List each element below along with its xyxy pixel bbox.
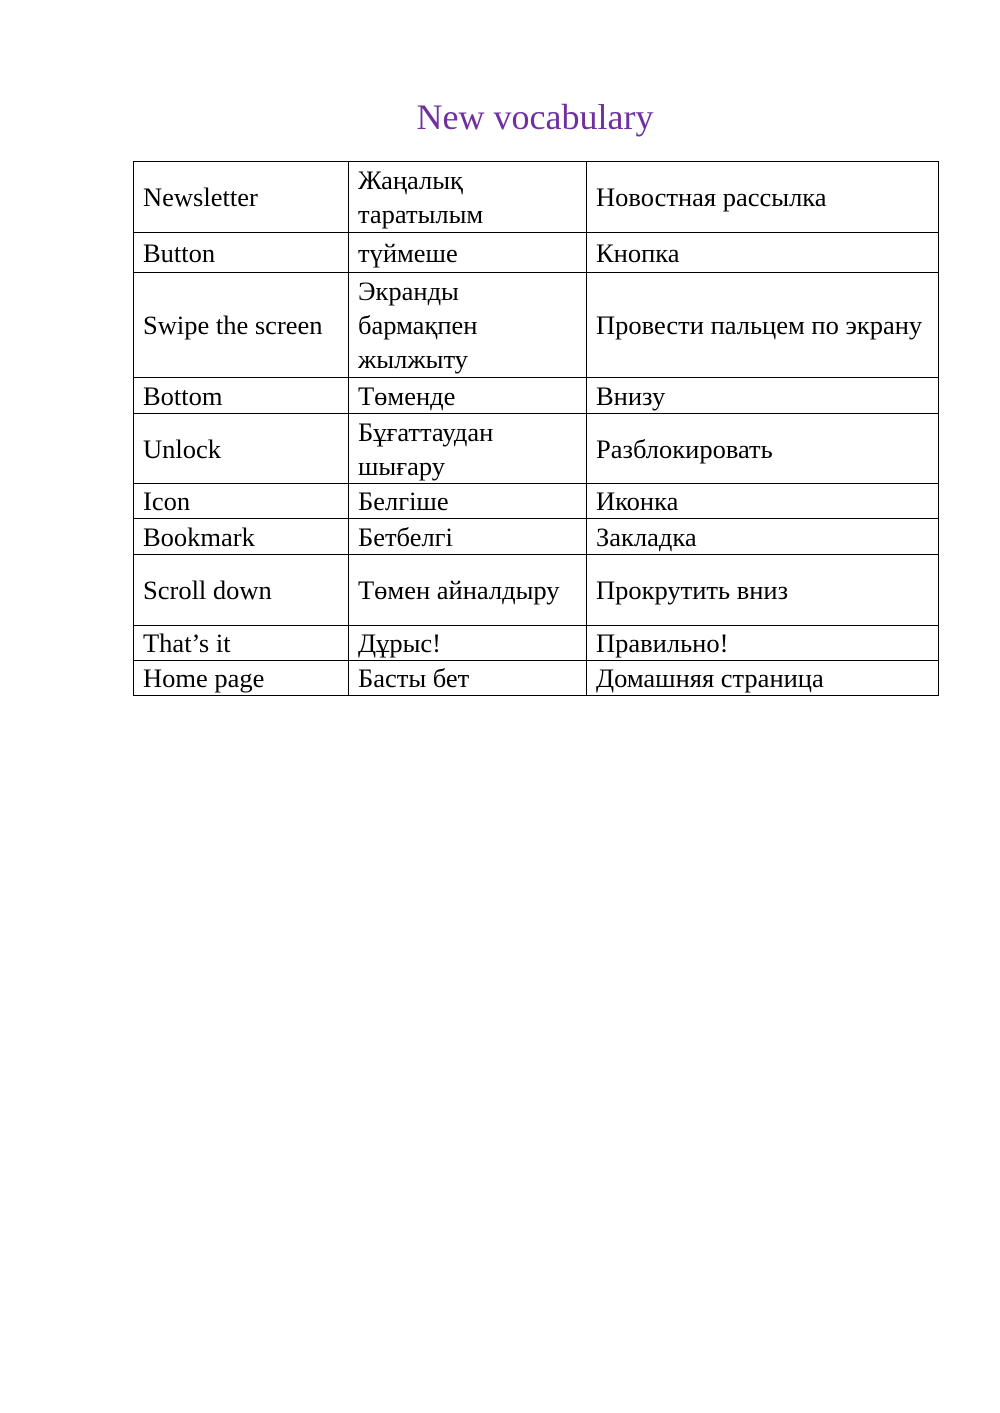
table-row bbox=[134, 378, 939, 414]
english-cell: Button bbox=[134, 233, 349, 273]
russian-cell: Прокрутить вниз bbox=[587, 555, 939, 626]
page-title: New vocabulary bbox=[416, 97, 654, 137]
table-row bbox=[134, 484, 939, 519]
russian-cell: Правильно! bbox=[587, 626, 939, 661]
kazakh-cell: Бетбелгі bbox=[349, 519, 587, 555]
english-cell: Newsletter bbox=[134, 162, 349, 233]
russian-cell: Иконка bbox=[587, 484, 939, 519]
english-cell: Swipe the screen bbox=[134, 273, 349, 378]
table-row bbox=[134, 555, 939, 626]
table-row bbox=[134, 626, 939, 661]
russian-cell: Кнопка bbox=[587, 233, 939, 273]
table-row bbox=[134, 162, 939, 233]
kazakh-cell: Төменде bbox=[349, 378, 587, 414]
table-row bbox=[134, 414, 939, 484]
kazakh-cell: Жаңалық таратылым bbox=[349, 162, 587, 233]
kazakh-cell: Төмен айналдыру bbox=[349, 555, 587, 626]
vocabulary-table bbox=[133, 161, 939, 696]
english-cell: Home page bbox=[134, 661, 349, 696]
english-cell: Bottom bbox=[134, 378, 349, 414]
table-row bbox=[134, 233, 939, 273]
table-row bbox=[134, 273, 939, 378]
russian-cell: Домашняя страница bbox=[587, 661, 939, 696]
english-cell: Bookmark bbox=[134, 519, 349, 555]
russian-cell: Новостная рассылка bbox=[587, 162, 939, 233]
kazakh-cell: Белгіше bbox=[349, 484, 587, 519]
english-cell: Unlock bbox=[134, 414, 349, 484]
kazakh-cell: Дұрыс! bbox=[349, 626, 587, 661]
russian-cell: Внизу bbox=[587, 378, 939, 414]
english-cell: Icon bbox=[134, 484, 349, 519]
english-cell: Scroll down bbox=[134, 555, 349, 626]
kazakh-cell: Бұғаттаудан шығару bbox=[349, 414, 587, 484]
table-row bbox=[134, 661, 939, 696]
english-cell: That’s it bbox=[134, 626, 349, 661]
russian-cell: Закладка bbox=[587, 519, 939, 555]
russian-cell: Провести пальцем по экрану bbox=[587, 273, 939, 378]
kazakh-cell: Экранды бармақпен жылжыту bbox=[349, 273, 587, 378]
kazakh-cell: Басты бет bbox=[349, 661, 587, 696]
table-row bbox=[134, 519, 939, 555]
russian-cell: Разблокировать bbox=[587, 414, 939, 484]
kazakh-cell: түймеше bbox=[349, 233, 587, 273]
